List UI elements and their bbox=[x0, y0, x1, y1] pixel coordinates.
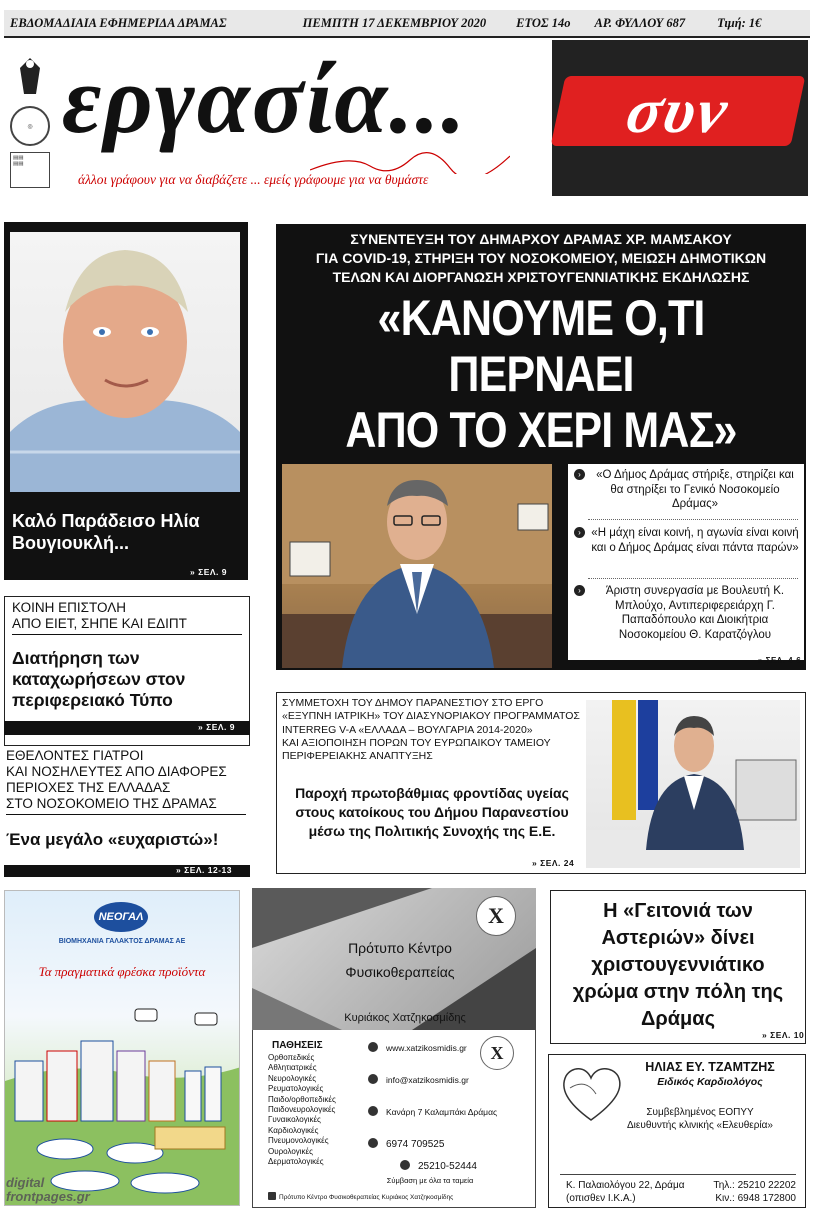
mayor-photo bbox=[282, 464, 552, 668]
cardiologist-mobile[interactable]: Κιν.: 6948 172800 bbox=[715, 1192, 796, 1204]
physio-logo-icon: Χ bbox=[476, 896, 516, 936]
condition-item: Ουρολογικές bbox=[268, 1146, 313, 1156]
location-pin-icon bbox=[368, 1106, 378, 1116]
office-flags-photo-icon bbox=[586, 700, 800, 868]
physio-logo-small-icon: Χ bbox=[480, 1036, 514, 1070]
letter-kicker-line: ΑΠΟ ΕΙΕΤ, ΣΗΠΕ ΚΑΙ ΕΔΙΠΤ bbox=[12, 616, 187, 631]
condition-item: Ορθοπεδικές bbox=[268, 1053, 315, 1062]
physio-title-line: Φυσικοθεραπείας bbox=[345, 964, 455, 980]
masthead-syn-logo: συν bbox=[551, 76, 806, 146]
paranesti-kicker-line: ΣΥΜΜΕΤΟΧΗ ΤΟΥ ΔΗΜΟΥ ΠΑΡΑΝΕΣΤΙΟΥ ΣΤΟ ΕΡΓΟ bbox=[282, 697, 544, 709]
condition-item: Νευρολογικές bbox=[268, 1073, 317, 1083]
main-story-page-ref[interactable]: » ΣΕΛ. 4-6 bbox=[758, 656, 802, 665]
watermark-line: frontpages.gr bbox=[6, 1189, 90, 1204]
volunteers-kicker-line: ΣΤΟ ΝΟΣΟΚΟΜΕΙΟ ΤΗΣ ΔΡΑΜΑΣ bbox=[6, 796, 217, 811]
headline-line: ΑΠΟ ΤΟ ΧΕΡΙ ΜΑΣ» bbox=[345, 402, 737, 458]
bullet-item[interactable]: › «Ο Δήμος Δράμας στήριξε, στηρίζει και θα στηρίξει το Γενικό Νοσοκομείο Δράμας» bbox=[574, 468, 800, 512]
cardiologist-phone[interactable]: Τηλ.: 25210 22202 bbox=[713, 1180, 796, 1191]
volunteers-kicker bbox=[6, 748, 246, 815]
physio-email-row[interactable]: info@xatzikosmidis.gr bbox=[368, 1074, 469, 1085]
bullet-arrow-icon: › bbox=[574, 585, 585, 596]
volunteers-kicker-line: ΠΕΡΙΟΧΕΣ ΤΗΣ ΕΛΛΑΔΑΣ bbox=[6, 780, 171, 795]
registry-badge-icon: ▤▤ ▤▤ bbox=[10, 152, 50, 188]
physio-mobile-row[interactable]: 6974 709525 bbox=[368, 1138, 444, 1150]
obituary-page-ref[interactable]: » ΣΕΛ. 9 bbox=[190, 567, 227, 577]
certification-seal-icon: ◎ bbox=[10, 106, 50, 146]
headline-line: «ΚΑΝΟΥΜΕ Ο,ΤΙ ΠΕΡΝΑΕΙ bbox=[377, 290, 705, 402]
masthead-slogan: άλλοι γράφουν για να διαβάζετε ... εμείς γράφουμε για να θυμάστε bbox=[78, 172, 429, 187]
physio-title bbox=[300, 936, 500, 984]
main-story-headline bbox=[318, 290, 763, 458]
credential-line: Διευθυντής κλινικής «Ελευθερία» bbox=[626, 1120, 773, 1131]
paranesti-kicker-line: INTERREG V-A «ΕΛΛΑΔΑ – ΒΟΥΛΓΑΡΙΑ 2014-2020» bbox=[282, 723, 533, 736]
envelope-icon bbox=[368, 1074, 378, 1084]
portrait-photo-icon bbox=[10, 232, 240, 492]
cardiologist-credentials bbox=[600, 1106, 800, 1132]
address-line: (οπισθεν Ι.Κ.Α.) bbox=[566, 1192, 636, 1204]
condition-item: Γυναικολογικές bbox=[268, 1115, 321, 1125]
volunteers-kicker-line: ΚΑΙ ΝΟΣΗΛΕΥΤΕΣ ΑΠΟ ΔΙΑΦΟΡΕΣ bbox=[6, 764, 227, 779]
volunteers-kicker-line: ΕΘΕΛΟΝΤΕΣ ΓΙΑΤΡΟΙ bbox=[6, 748, 144, 763]
bullet-item[interactable]: › «Η μάχη είναι κοινή, η αγωνία είναι κοινή και ο Δήμος Δράμας είναι πάντα παρών» bbox=[574, 526, 800, 555]
physio-agreement: Σύμβαση με όλα τα ταμεία bbox=[386, 1176, 474, 1185]
mobile-phone-icon bbox=[368, 1138, 378, 1148]
physio-address-row: Κανάρη 7 Καλαμπάκι Δράμας bbox=[368, 1106, 497, 1117]
letter-title: Διατήρηση των καταχωρήσεων στον περιφερειακό Τύπο bbox=[12, 648, 186, 710]
watermark-line: digital bbox=[6, 1175, 45, 1190]
paranesti-kicker-line: «ΕΞΥΠΝΗ ΙΑΤΡΙΚΗ» ΤΟΥ ΔΙΑΣΥΝΟΡΙΑΚΟΥ ΠΡΟΓΡΑΜΜΑΤΟΣ bbox=[282, 710, 580, 723]
phone-icon bbox=[400, 1160, 410, 1170]
globe-icon bbox=[368, 1042, 378, 1052]
office-photo-icon bbox=[282, 464, 552, 668]
main-story-bullets bbox=[568, 464, 804, 660]
bullet-arrow-icon: › bbox=[574, 469, 585, 480]
paranesti-kicker bbox=[282, 697, 592, 763]
top-info-bar bbox=[4, 10, 810, 38]
letter-kicker bbox=[12, 600, 242, 635]
condition-item: Παιδονευρολογικές bbox=[268, 1105, 336, 1115]
cardiologist-divider bbox=[560, 1174, 796, 1175]
paranesti-mayor-photo bbox=[586, 700, 800, 868]
condition-item: Πνευμονολογικές bbox=[268, 1136, 329, 1146]
issue-price: Τιμή: 1€ bbox=[717, 15, 762, 30]
main-story-kicker bbox=[282, 230, 800, 287]
conditions-heading: ΠΑΘΗΣΕΙΣ bbox=[272, 1040, 323, 1051]
cardiologist-specialty: Ειδικός Καρδιολόγος bbox=[657, 1076, 763, 1088]
condition-item: Δερματολογικές bbox=[268, 1157, 324, 1167]
geitonia-title: Η «Γειτονιά των Αστεριών» δίνει χριστουγεννιάτικο χρώμα στην πόλη της Δράμας bbox=[572, 900, 784, 1030]
physio-owner-name: Κυριάκος Χατζηκοσμίδης bbox=[344, 1012, 466, 1024]
conditions-list bbox=[268, 1053, 360, 1167]
condition-item: Αθλητιατρικές bbox=[268, 1063, 317, 1073]
bullet-separator bbox=[588, 519, 798, 520]
cardiologist-phones bbox=[700, 1180, 796, 1205]
condition-item: Παιδο/ορθοπεδικές bbox=[268, 1094, 336, 1104]
cardiologist-name: ΗΛΙΑΣ ΕΥ. ΤΖΑΜΤΖΗΣ bbox=[645, 1060, 775, 1074]
letter-kicker-line: ΚΟΙΝΗ ΕΠΙΣΤΟΛΗ bbox=[12, 600, 126, 615]
geitonia-page-ref[interactable]: » ΣΕΛ. 10 bbox=[762, 1030, 805, 1040]
paranesti-kicker-line: ΚΑΙ ΑΞΙΟΠΟΙΗΣΗ ΠΟΡΩΝ ΤΟΥ ΕΥΡΩΠΑΙΚΟΥ ΤΑΜΕΙΟΥ bbox=[282, 736, 551, 749]
watermark bbox=[6, 1176, 90, 1204]
main-kicker-line: ΤΕΛΩΝ ΚΑΙ ΔΙΟΡΓΑΝΩΣΗ ΧΡΙΣΤΟΥΓΕΝΝΙΑΤΙΚΗΣ ΕΚΔΗΛΩΣΗΣ bbox=[332, 269, 750, 285]
bullet-arrow-icon: › bbox=[574, 527, 585, 538]
obituary-title: Καλό Παράδεισο Ηλία Βουγιουκλή... bbox=[12, 511, 200, 553]
condition-item: Καρδιολογικές bbox=[268, 1125, 319, 1135]
obituary-photo bbox=[10, 232, 240, 492]
physio-phone-row[interactable]: 25210-52444 bbox=[400, 1160, 477, 1172]
volunteers-title: Ένα μεγάλο «ευχαριστώ»! bbox=[6, 830, 219, 849]
issue-year: ΕΤΟΣ 14ο bbox=[516, 15, 571, 30]
address-line: Κ. Παλαιολόγου 22, Δράμα bbox=[566, 1180, 685, 1191]
paranesti-page-ref[interactable]: » ΣΕΛ. 24 bbox=[532, 858, 575, 868]
main-kicker-line: ΓΙΑ COVID-19, ΣΤΗΡΙΞΗ ΤΟΥ ΝΟΣΟΚΟΜΕΙΟΥ, ΜΕΙΩΣΗ ΔΗΜΟΤΙΚΩΝ bbox=[315, 250, 767, 266]
bullet-separator bbox=[588, 578, 798, 579]
condition-item: Ρευματολογικές bbox=[268, 1084, 324, 1094]
volunteers-page-ref[interactable]: » ΣΕΛ. 12-13 bbox=[176, 865, 232, 875]
masthead-logo: εργασία... bbox=[62, 46, 468, 153]
paper-type: ΕΒΔΟΜΑΔΙΑΙΑ ΕΦΗΜΕΡΙΔΑ ΔΡΑΜΑΣ bbox=[10, 15, 227, 30]
dairy-slogan: Τα πραγματικά φρέσκα προϊόντα bbox=[38, 964, 206, 979]
physio-facebook[interactable]: Πρότυπο Κέντρο Φυσικοθεραπείας Κυριάκος Χατζηκοσμίδης bbox=[268, 1192, 528, 1201]
issue-date: ΠΕΜΠΤΗ 17 ΔΕΚΕΜΒΡΙΟΥ 2020 bbox=[302, 15, 487, 30]
paranesti-kicker-line: ΠΕΡΙΦΕΡΕΙΑΚΗΣ ΑΝΑΠΤΥΞΗΣ bbox=[282, 750, 433, 763]
cardiologist-address bbox=[566, 1180, 685, 1205]
signature-scribble-icon bbox=[310, 150, 510, 174]
dairy-subtitle: ΒΙΟΜΗΧΑΝΙΑ ΓΑΛΑΚΤΟΣ ΔΡΑΜΑΣ ΑΕ bbox=[58, 938, 186, 945]
dairy-brand-logo: ΝΕΟΓΑΛ bbox=[94, 902, 148, 932]
facebook-icon bbox=[268, 1192, 276, 1200]
paranesti-title: Παροχή πρωτοβάθμιας φροντίδας υγείας στους κατοίκους του Δήμου Παρανεστίου μέσω της Πολιτικής Συνοχής της Ε.Ε. bbox=[295, 785, 569, 839]
issue-number: ΑΡ. ΦΥΛΛΟΥ 687 bbox=[594, 15, 686, 30]
credential-line: Συμβεβλημένος ΕΟΠΥΥ bbox=[646, 1107, 754, 1118]
letter-page-ref[interactable]: » ΣΕΛ. 9 bbox=[198, 722, 235, 732]
publisher-logo-icon bbox=[12, 54, 48, 100]
bullet-item[interactable]: › Άριστη συνεργασία με Βουλευτή Κ. Μπλούχο, Αντιπεριφερειάρχη Γ. Παπαδόπουλο και Διοικήτρια Νοσοκομείου Θ. Καρατζόγλου bbox=[574, 584, 800, 642]
main-kicker-line: ΣΥΝΕΝΤΕΥΞΗ ΤΟΥ ΔΗΜΑΡΧΟΥ ΔΡΑΜΑΣ ΧΡ. ΜΑΜΣΑΚΟΥ bbox=[350, 231, 732, 247]
physio-web-row[interactable]: www.xatzikosmidis.gr bbox=[368, 1042, 467, 1053]
masthead-badges bbox=[6, 48, 54, 190]
physio-title-line: Πρότυπο Κέντρο bbox=[348, 940, 452, 956]
